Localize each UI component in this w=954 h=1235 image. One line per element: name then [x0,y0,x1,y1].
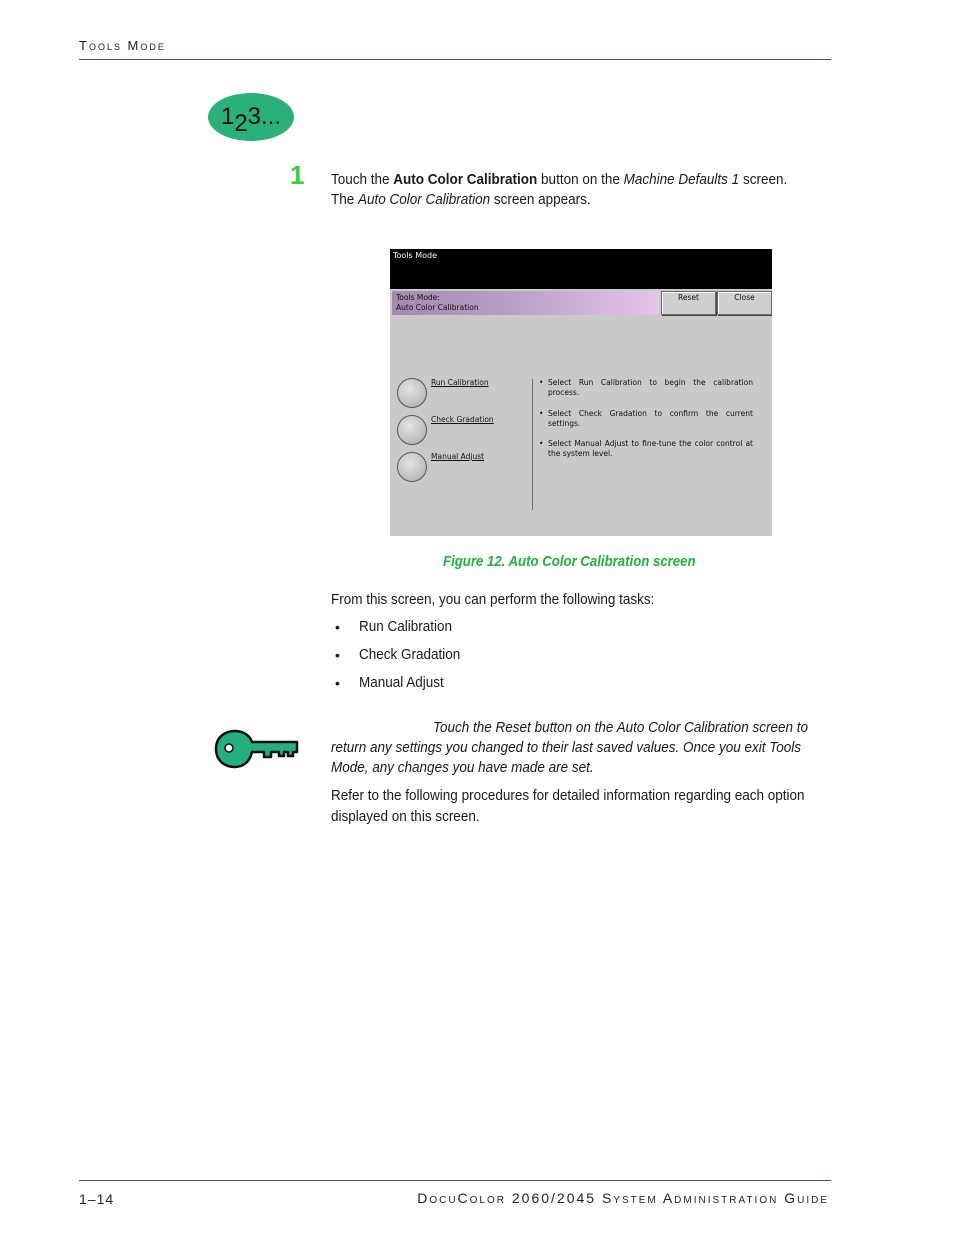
run-calibration-button[interactable] [397,378,427,408]
refer-line2: displayed on this screen. [331,808,480,825]
text-run: Touch the [331,171,394,188]
reset-button[interactable]: Reset [661,291,716,315]
check-gradation-label[interactable]: Check Gradation [431,415,494,424]
step-instruction-line1 [331,170,787,190]
bold-term: Auto Color Calibration [393,171,538,188]
auto-color-calibration-screenshot [390,249,772,536]
ui-bullet: • [539,378,544,387]
footer-rule [79,1180,831,1181]
ui-description-run: Select Run Calibration to begin the calibration process. [548,378,753,397]
step-number: 1 [290,160,305,190]
text-run: button on the [537,171,624,188]
close-button[interactable]: Close [717,291,772,315]
ui-title-line1: Tools Mode: [396,293,440,302]
check-gradation-button[interactable] [397,415,427,445]
header-rule [79,59,831,60]
ui-bullet: • [539,409,544,418]
list-bullet: • [335,647,340,663]
figure-caption: Figure 12. Auto Color Calibration screen [443,553,696,570]
badge-digit-1: 1 [220,103,235,130]
running-header: Tools Mode [79,38,166,53]
intro-text: From this screen, you can perform the following tasks: [331,591,655,608]
page-number: 1–14 [79,1191,115,1207]
badge-digit-2: 2 [234,110,248,137]
ui-title-line2: Auto Color Calibration [396,303,479,312]
list-bullet: • [335,619,340,635]
step-sequence-icon [208,93,294,141]
ui-divider [532,379,533,510]
text-run: screen. [739,171,788,188]
italic-term: Auto Color Calibration [358,191,491,208]
running-footer-title: DocuColor 2060/2045 System Administration Guide [417,1190,829,1206]
list-bullet: • [335,675,340,691]
ui-description-manual: Select Manual Adjust to fine-tune the color control at the system level. [548,439,753,458]
ui-bullet: • [539,439,544,448]
note-line2: return any settings you changed to their last saved values. Once you exit Tools [331,739,802,756]
key-icon [213,728,300,771]
refer-line1: Refer to the following procedures for detailed information regarding each option [331,787,805,804]
manual-adjust-label[interactable]: Manual Adjust [431,452,485,461]
task-item-check-gradation: Check Gradation [359,646,461,663]
text-run: screen appears. [490,191,591,208]
ui-description-check: Select Check Gradation to confirm the current settings. [548,409,753,428]
task-item-run-calibration: Run Calibration [359,618,453,635]
text-run: The [331,191,359,208]
badge-digit-rest: 3... [247,103,282,130]
ui-mode-label: Tools Mode [393,251,438,260]
step-instruction-line2 [331,190,591,210]
ui-title-bar [392,291,659,315]
ui-top-bar [390,249,772,289]
run-calibration-label[interactable]: Run Calibration [431,378,489,387]
note-line3: Mode, any changes you have made are set. [331,759,594,776]
note-line1: Touch the Reset button on the Auto Color Calibration screen to [433,719,808,736]
manual-adjust-button[interactable] [397,452,427,482]
italic-term: Machine Defaults 1 [623,171,740,188]
task-item-manual-adjust: Manual Adjust [359,674,444,691]
